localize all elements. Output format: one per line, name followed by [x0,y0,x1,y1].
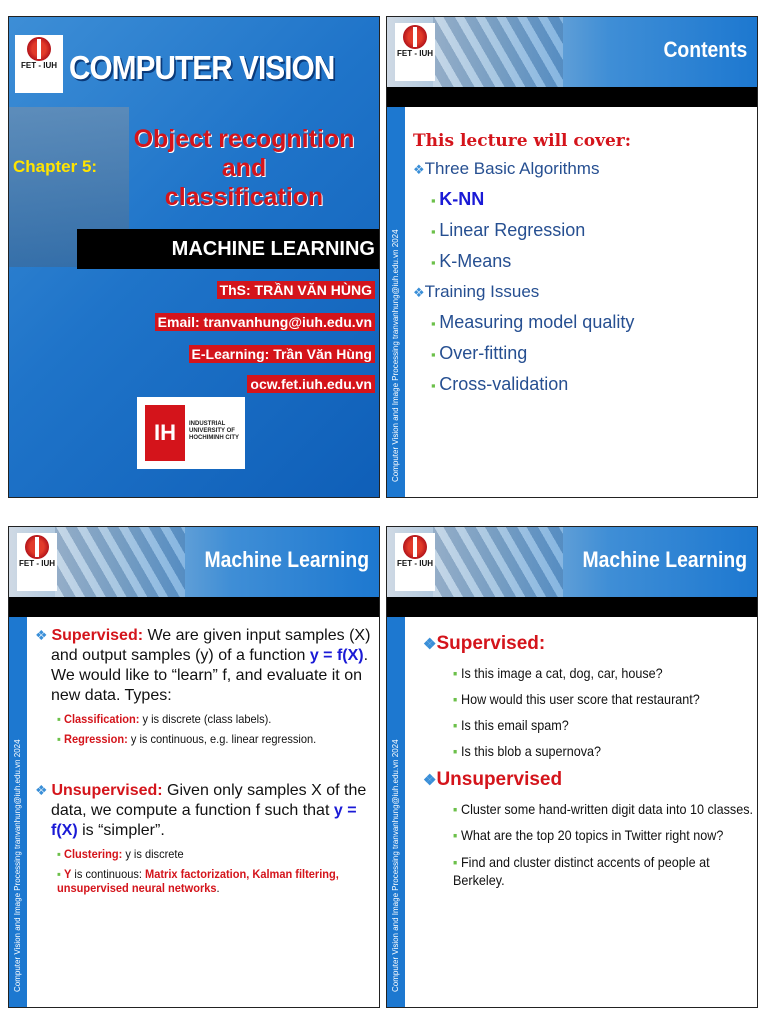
clustering-label: Clustering: [63,847,123,861]
group-algorithms: ❖ Three Basic Algorithms [413,159,749,179]
fet-logo-icon [25,535,49,559]
header-bar [387,597,757,617]
unsupervised-heading: ❖ Unsupervised [423,769,749,791]
slide-title: Machine Learning [204,547,369,572]
y-methods: Matrix factorization, Kalman filtering, unsupervised neural networks [57,867,339,895]
item-knn: ▪ K-NN [431,189,749,210]
iuh-logo-icon: IH [145,405,185,461]
unsupervised-function: y = f(X) [51,802,357,839]
side-text: Computer Vision and Image Processing tranvanhung@iuh.edu.vn 2024 [13,739,22,992]
supervised-function: y = f(X) [309,647,364,664]
side-text: Computer Vision and Image Processing tranvanhung@iuh.edu.vn 2024 [391,739,400,992]
item-cross-validation: ▪ Cross-validation [431,374,749,395]
supervised-label: Supervised: [51,627,144,644]
clustering-text: y is discrete [122,847,184,861]
list-item: ▪ Is this image a cat, dog, car, house? [453,665,719,681]
fet-iuh-logo [15,35,63,93]
definitions [35,625,371,999]
list-item: ▪ Is this email spam? [453,717,719,733]
y-label: Y [63,867,72,881]
group-training-issues: ❖ Training Issues [413,282,749,302]
unsupervised-text-2: is “simpler”. [77,822,165,839]
website: ocw.fet.iuh.edu.vn [247,375,375,393]
logo-text: FET - IUH [19,559,55,568]
subtitle-line-2: classification [164,183,324,211]
fet-logo-icon [403,535,427,559]
slide-title: Machine Learning [582,547,747,572]
header-bar [9,597,379,617]
regression-label: Regression: [63,732,128,746]
keyboard-image [55,527,185,597]
list-item: ▪ How would this user score that restaurant? [453,691,719,707]
supervised-heading: ❖ Supervised: [423,633,749,655]
slide-contents [386,16,758,498]
banner-machine-learning: MACHINE LEARNING [77,229,380,269]
keyboard-image [433,17,563,87]
side-strip-text [11,632,25,992]
slide-ml-definitions [8,526,380,1008]
unsupervised-label: Unsupervised: [51,782,163,799]
email: Email: tranvanhung@iuh.edu.vn [155,313,375,331]
logo-text: FET - IUH [397,559,433,568]
item-overfitting: ▪ Over-fitting [431,343,749,364]
slide-ml-examples [386,526,758,1008]
list-item: ▪ Find and cluster distinct accents of people at Berkeley. [453,853,758,889]
side-strip-text [389,632,403,992]
list-item: ▪ What are the top 20 topics in Twitter right now? [453,827,719,843]
fet-iuh-logo [17,533,57,591]
regression-text: y is continuous, e.g. linear regression. [127,732,317,746]
clustering-item [57,847,346,861]
iuh-logo [137,397,245,469]
header-bar [387,87,757,107]
item-kmeans: ▪ K-Means [431,251,749,272]
side-strip-text [389,122,403,482]
chapter-label: Chapter 5: [13,157,98,176]
fet-iuh-logo [395,533,435,591]
classification-item [57,712,346,726]
fet-logo-icon [403,25,427,49]
supervised-text-2: . We would like to “learn” f, and evaluate it on new data. Types: [51,647,369,704]
fet-logo-icon [27,37,51,61]
logo-text: FET - IUH [21,61,57,70]
contents-list [413,117,749,489]
item-linear-regression: ▪ Linear Regression [431,220,749,241]
list-item: ▪ Cluster some hand-written digit data into 10 classes. [453,801,719,817]
course-title: COMPUTER VISION [69,49,335,86]
y-end: . [216,881,220,895]
logo-text: FET - IUH [397,49,433,58]
item-model-quality: ▪ Measuring model quality [431,312,749,333]
unsupervised-text: Given only samples X of the data, we compute a function f such that [51,782,367,819]
subtitle-line-1: Object recognition and [133,125,355,182]
examples [413,623,754,999]
continuous-item [57,867,361,895]
supervised-text: We are given input samples (X) and output samples (y) of a function [51,627,371,664]
author: ThS: TRẦN VĂN HÙNG [217,281,375,299]
slide-title: Contents [663,37,747,62]
keyboard-image [433,527,563,597]
lecture-subtitle [114,125,374,212]
list-item: ▪ Is this blob a supernova? [453,743,719,759]
slide-title [8,16,380,498]
supervised-definition: ❖ Supervised: We are given input samples (X) and output samples (y) of a function y = f(X). We would like to “learn” f, and evaluate it on new data. Types: [35,627,371,704]
elearning: E-Learning: Trần Văn Hùng [189,345,375,363]
contents-heading: This lecture will cover: [413,131,632,151]
fet-iuh-logo [395,23,435,81]
classification-text: y is discrete (class labels). [139,712,272,726]
unsupervised-definition: ❖ Unsupervised: Given only samples X of the data, we compute a function f such that y = f(X) is “simpler”. [35,782,367,839]
classification-label: Classification: [63,712,140,726]
side-text: Computer Vision and Image Processing tranvanhung@iuh.edu.vn 2024 [391,229,400,482]
y-text: is continuous: [71,867,146,881]
regression-item [57,732,346,746]
iuh-text: INDUSTRIAL UNIVERSITY OF HOCHIMINH CITY [189,421,239,441]
